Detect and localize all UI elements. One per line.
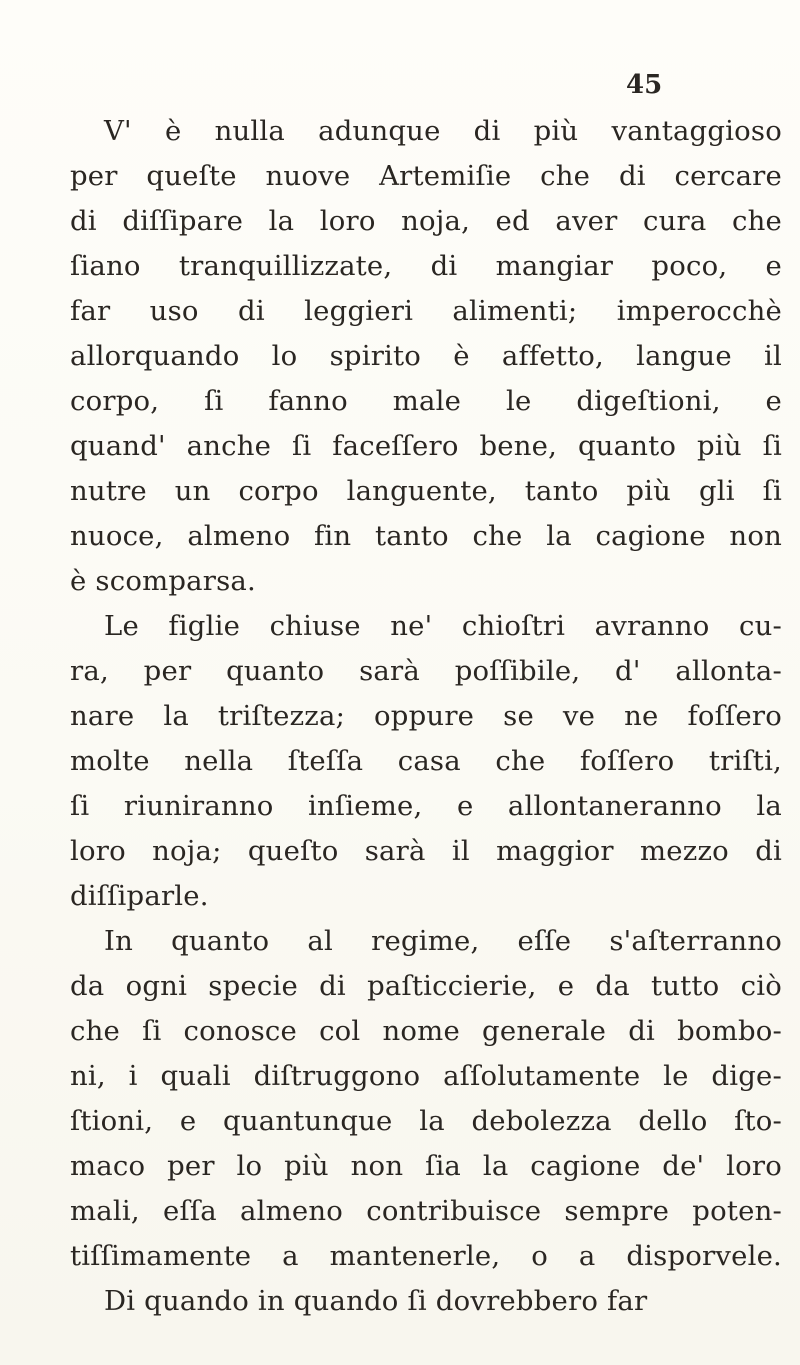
text-line: molte nella ſteſſa casa che foſſero triſti, <box>70 745 782 777</box>
page-number: 45 <box>626 70 663 100</box>
text-line: maco per lo più non ſia la cagione de' loro <box>70 1150 782 1182</box>
text-line: ni, i quali diſtruggono aſſolutamente le dige- <box>70 1060 782 1092</box>
text-line: che ſi conosce col nome generale di bombo- <box>70 1015 782 1047</box>
text-line: per queſte nuove Artemiſie che di cercare <box>70 160 782 192</box>
text-line: Di quando in quando ſi dovrebbero far <box>104 1285 648 1317</box>
text-line: loro noja; queſto sarà il maggior mezzo di <box>70 835 782 867</box>
text-line: ra, per quanto sarà poſſibile, d' allonta- <box>70 655 782 687</box>
text-line: tiſſimamente a mantenerle, o a disporvele. <box>70 1240 782 1272</box>
text-line: nare la triſtezza; oppure se ve ne foſſero <box>70 700 782 732</box>
text-line: Le figlie chiuse ne' chioſtri avranno cu- <box>104 610 782 642</box>
text-line: mali, eſſa almeno contribuisce sempre poten- <box>70 1195 782 1227</box>
text-line: da ogni specie di paſticcierie, e da tutto ciò <box>70 970 782 1002</box>
text-line: nutre un corpo languente, tanto più gli ſi <box>70 475 782 507</box>
text-line: quand' anche ſi faceſſero bene, quanto più ſi <box>70 430 782 462</box>
text-line: nuoce, almeno fin tanto che la cagione non <box>70 520 782 552</box>
text-line: V' è nulla adunque di più vantaggioso <box>104 115 782 147</box>
text-line: In quanto al regime, eſſe s'aſterranno <box>104 925 782 957</box>
text-line: far uso di leggieri alimenti; imperocchè <box>70 295 782 327</box>
text-line: ſi riuniranno inſieme, e allontaneranno la <box>70 790 782 822</box>
text-line: è scomparsa. <box>70 565 256 597</box>
text-line: ſiano tranquillizzate, di mangiar poco, e <box>70 250 782 282</box>
text-line: di diſſipare la loro noja, ed aver cura che <box>70 205 782 237</box>
text-line: corpo, ſi fanno male le digeſtioni, e <box>70 385 782 417</box>
text-line: diſſiparle. <box>70 880 209 912</box>
text-line: allorquando lo spirito è affetto, langue il <box>70 340 782 372</box>
text-line: ſtioni, e quantunque la debolezza dello ſto- <box>70 1105 782 1137</box>
